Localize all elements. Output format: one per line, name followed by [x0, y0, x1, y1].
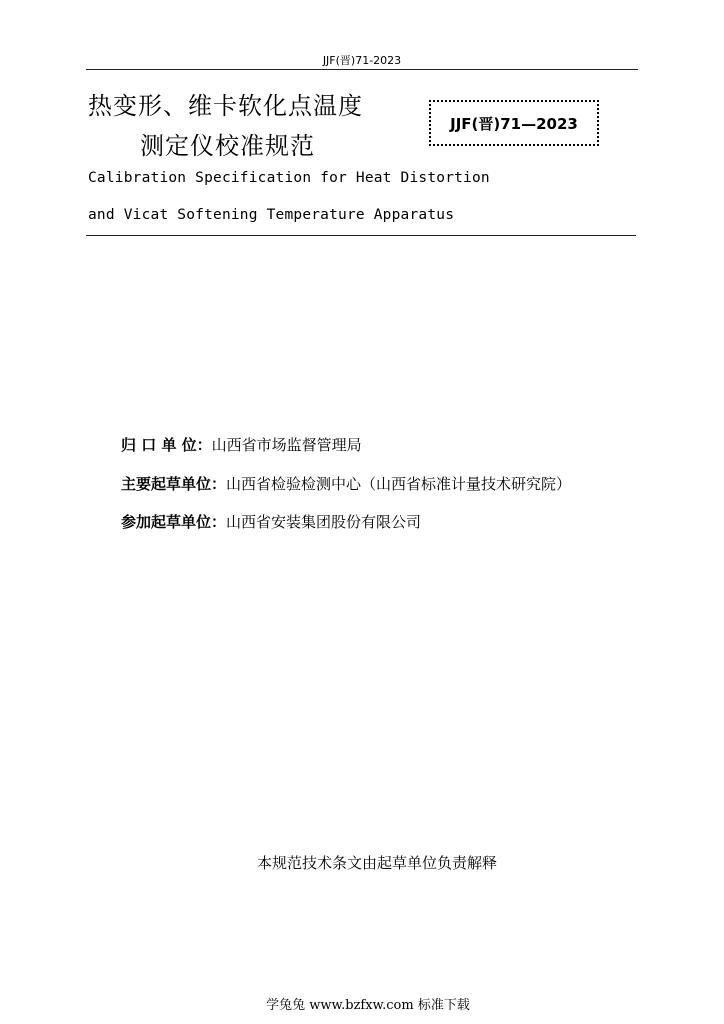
org-label: 参加起草单位：	[121, 513, 227, 531]
org-label: 主要起草单位：	[121, 475, 227, 493]
header-standard-code: JJF(晋)71-2023	[322, 54, 402, 67]
org-value: 山西省市场监督管理局	[211, 436, 362, 454]
interpretation-note: 本规范技术条文由起草单位负责解释	[256, 854, 497, 872]
title-english-line-2: and Vicat Softening Temperature Apparatus	[88, 207, 455, 223]
org-row-participating-drafter	[121, 511, 421, 532]
title-chinese-line-2: 测定仪校准规范	[140, 132, 315, 160]
title-rule	[86, 235, 636, 236]
org-value: 山西省安装集团股份有限公司	[226, 513, 422, 531]
footer-watermark: 学兔兔 www.bzfxw.com 标准下载	[266, 998, 470, 1013]
org-value: 山西省检验检测中心（山西省标准计量技术研究院）	[226, 475, 572, 493]
header-rule	[86, 69, 638, 70]
standard-code-text: JJF(晋)71—2023	[450, 114, 578, 133]
org-row-main-drafter	[121, 473, 571, 494]
standard-code-box	[429, 100, 599, 146]
title-english-line-1: Calibration Specification for Heat Distortion	[88, 170, 490, 186]
title-chinese-line-1: 热变形、维卡软化点温度	[88, 92, 363, 120]
org-label: 归 口 单 位：	[121, 436, 212, 454]
org-row-responsible	[121, 434, 362, 455]
